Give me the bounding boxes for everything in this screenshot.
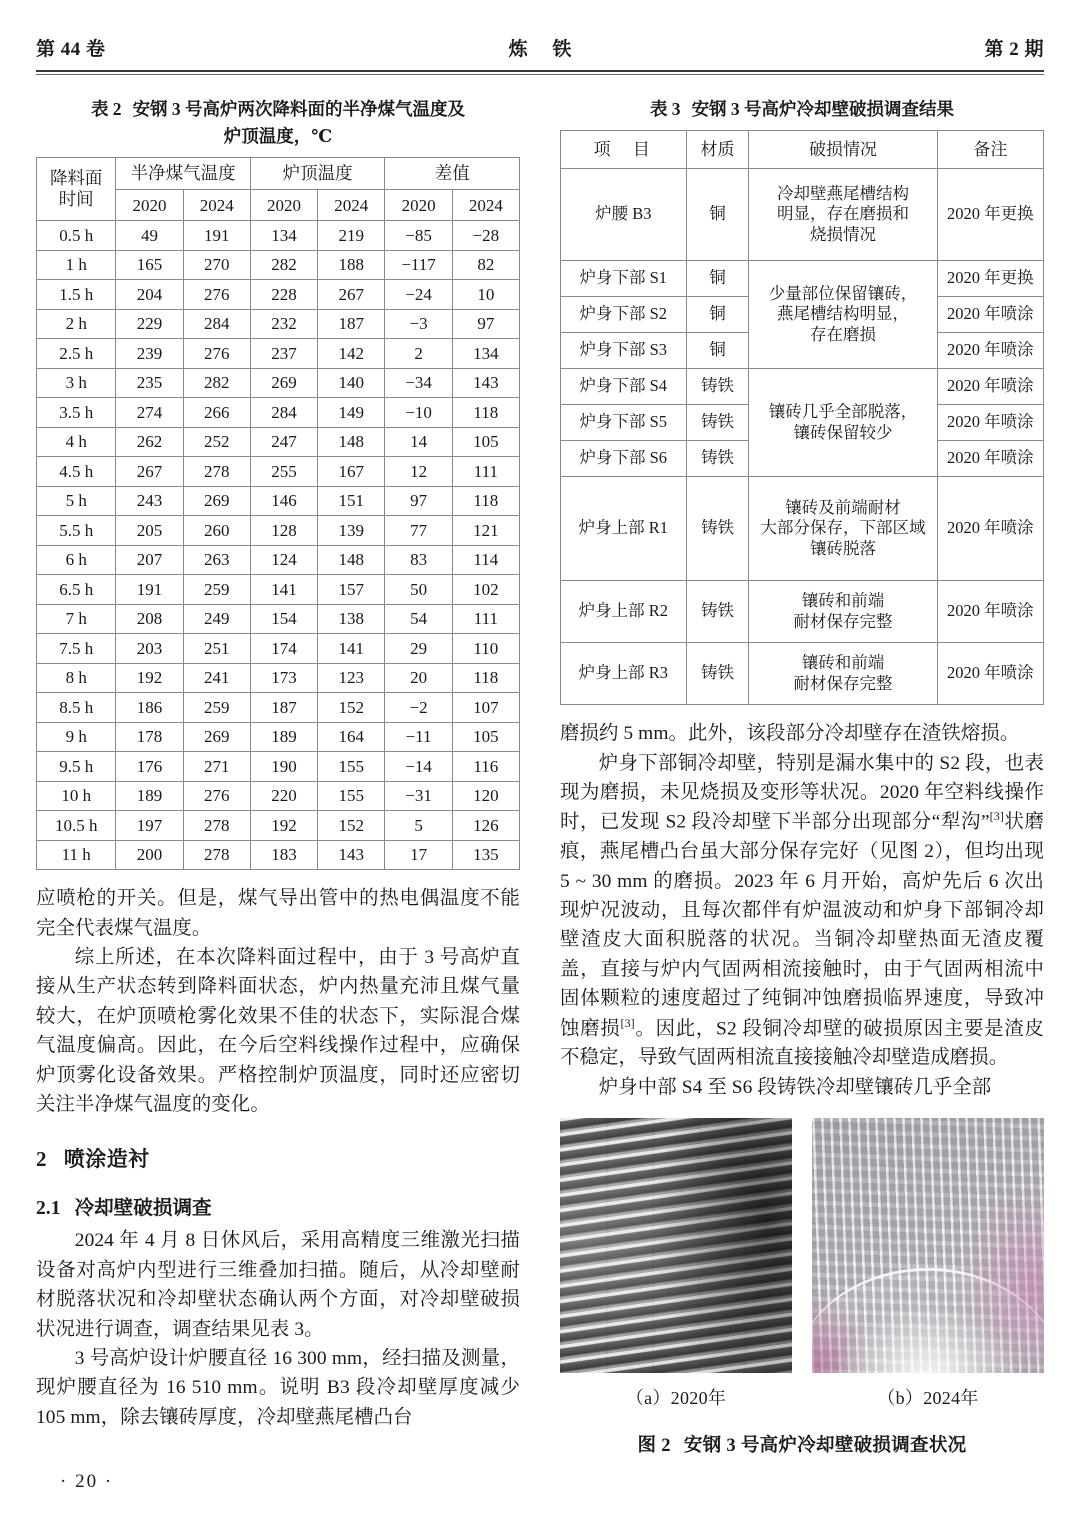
running-head-issue: 第 2 期: [984, 39, 1044, 60]
table2-cell-value: 219: [318, 221, 385, 251]
table2-cell-value: 269: [183, 722, 250, 752]
table2-cell-value: 126: [452, 811, 519, 841]
table2-cell-value: −85: [385, 221, 452, 251]
table2-cell-value: 140: [318, 368, 385, 398]
stave-photo-2020-image: [560, 1118, 792, 1373]
table2-cell-value: −31: [385, 781, 452, 811]
table2-cell-value: 191: [116, 575, 183, 605]
table2-cell-time: 3 h: [37, 368, 116, 398]
table2-cell-time: 9 h: [37, 722, 116, 752]
table2-cell-value: 118: [452, 398, 519, 428]
table-row: [561, 477, 1044, 581]
table2-cell-value: 49: [116, 221, 183, 251]
table2-caption-line1: 安钢 3 号高炉两次降料面的半净煤气温度及: [132, 99, 466, 119]
table2-header-difference: 差值: [385, 158, 520, 190]
table3-cell-material: 铜: [686, 261, 749, 297]
table2-cell-value: 50: [385, 575, 452, 605]
table2-cell-value: 148: [318, 545, 385, 575]
table2-cell-value: 105: [452, 722, 519, 752]
subsection-heading-2-1: [36, 1191, 520, 1220]
table2-cell-value: 114: [452, 545, 519, 575]
table2-cell-value: 82: [452, 250, 519, 280]
table2-cell-value: 278: [183, 840, 250, 870]
table2-cell-value: 14: [385, 427, 452, 457]
table-row: [37, 457, 520, 487]
table3-cell-note: 2020 年喷涂: [937, 369, 1043, 405]
table2-cell-value: 97: [452, 309, 519, 339]
table2-cell-value: −24: [385, 280, 452, 310]
left-paragraph-3: 2024 年 4 月 8 日休风后，采用高精度三维激光扫描设备对高炉内型进行三维叠加扫描。随后，从冷却壁耐材脱落状况和冷却壁状态确认两个方面，对冷却壁破损状况进行调查，调查结果见表 3。: [36, 1230, 520, 1340]
table2-cell-value: −28: [452, 221, 519, 251]
table2-caption-number: 表 2: [90, 99, 122, 119]
table2-cell-value: 189: [116, 781, 183, 811]
table2-cell-value: 276: [183, 280, 250, 310]
table3-cell-damage: [749, 369, 937, 477]
table2-cell-time: 10.5 h: [37, 811, 116, 841]
table2-cell-value: 191: [183, 221, 250, 251]
table2-cell-value: 97: [385, 486, 452, 516]
table2-cell-value: 204: [116, 280, 183, 310]
table2-cell-value: 249: [183, 604, 250, 634]
table2-cell-value: 151: [318, 486, 385, 516]
table2-cell-value: 83: [385, 545, 452, 575]
table2-cell-value: 124: [250, 545, 317, 575]
figure-2-caption-number: 图 2: [637, 1436, 671, 1457]
right-paragraph-2: [560, 749, 1044, 1073]
table2-header-year-4: 2024: [318, 190, 385, 221]
table3-damage-line: 耐材保存完整: [793, 611, 893, 631]
table3-cell-material: 铸铁: [686, 369, 749, 405]
table2-cell-value: 278: [183, 457, 250, 487]
table2-cell-value: 135: [452, 840, 519, 870]
table2-cell-value: 186: [116, 693, 183, 723]
table2-cell-value: 239: [116, 339, 183, 369]
table3-damage-line: 镶砖和前端: [801, 653, 885, 673]
table-row: [37, 221, 520, 251]
table3-cell-damage: [749, 169, 937, 261]
table-row: [37, 339, 520, 369]
table2-cell-value: −10: [385, 398, 452, 428]
table2-cell-value: 20: [385, 663, 452, 693]
table2-cell-time: 8 h: [37, 663, 116, 693]
table3-header-item: 项 目: [561, 131, 687, 169]
table2-caption: [36, 96, 520, 150]
subsection-heading-2-1-number: 2.1: [36, 1198, 61, 1220]
table2-cell-value: 270: [183, 250, 250, 280]
table2-cell-value: 190: [250, 752, 317, 782]
table2-cell-value: 203: [116, 634, 183, 664]
table3-cell-item: 炉身下部 S5: [561, 405, 687, 441]
table2-cell-value: 17: [385, 840, 452, 870]
section-heading-2-title: 喷涂造衬: [63, 1147, 150, 1172]
right-column: [560, 96, 1044, 1457]
table2-cell-value: 111: [452, 604, 519, 634]
table3-cell-note: 2020 年喷涂: [937, 405, 1043, 441]
table2-cell-value: 141: [250, 575, 317, 605]
table-row: [37, 604, 520, 634]
table2-cell-value: 187: [318, 309, 385, 339]
right-paragraph-2-part-c: 。因此，S2 段铜冷却壁的破损原因主要是渣皮不稳定，导致气固两相流直接接触冷却壁造成磨损。: [560, 1017, 1044, 1069]
table3-cell-item: 炉身下部 S4: [561, 369, 687, 405]
stave-photo-2024-image: [812, 1118, 1044, 1373]
table3-header-damage: 破损情况: [749, 131, 937, 169]
table3-cell-note: 2020 年喷涂: [937, 581, 1043, 643]
table2-cell-value: 176: [116, 752, 183, 782]
table-row: [37, 309, 520, 339]
table-row: [37, 368, 520, 398]
table2-cell-value: −11: [385, 722, 452, 752]
table-row: [37, 634, 520, 664]
table2-cell-value: 120: [452, 781, 519, 811]
table3-cell-note: 2020 年更换: [937, 261, 1043, 297]
table2-body: [37, 158, 520, 870]
table3-damage-line: 镶砖及前端耐材: [785, 497, 901, 517]
table3-cell-item: 炉腰 B3: [561, 169, 687, 261]
table2-cell-value: 207: [116, 545, 183, 575]
table3-damage-line: 明显，存在磨损和: [777, 204, 910, 224]
section-heading-2-number: 2: [36, 1147, 47, 1172]
table2-cell-value: 189: [250, 722, 317, 752]
table2-cell-value: 54: [385, 604, 452, 634]
table2-cell-value: 173: [250, 663, 317, 693]
table3-damage-line: 存在磨损: [810, 324, 877, 344]
table2-cell-value: 187: [250, 693, 317, 723]
table3-cell-item: 炉身上部 R2: [561, 581, 687, 643]
table-3-stave-damage-survey: [560, 130, 1044, 705]
table3-damage-line: 镶砖保留较少: [793, 422, 893, 442]
table-row: [37, 516, 520, 546]
figure-2-subfigure-a: [560, 1118, 792, 1410]
table2-cell-value: 118: [452, 486, 519, 516]
left-paragraph-4: 3 号高炉设计炉腰直径 16 300 mm，经扫描及测量，现炉腰直径为 16 510 mm。说明 B3 段冷却壁厚度减少105 mm，除去镶砖厚度，冷却壁燕尾槽凸台: [36, 1347, 520, 1428]
table2-cell-value: 284: [183, 309, 250, 339]
table2-cell-value: 121: [452, 516, 519, 546]
table2-cell-value: 139: [318, 516, 385, 546]
table3-damage-line: 少量部位保留镶砖，: [768, 283, 918, 303]
figure-2-caption: [560, 1431, 1044, 1457]
right-paragraph-2-part-a: 炉身下部铜冷却壁，特别是漏水集中的 S2 段，也表现为磨损，未见烧损及变形等状况。2020 年空料线操作时，已发现 S2 段冷却壁下半部分出现部分“犁沟”: [560, 752, 1044, 833]
table2-header-time: [37, 158, 116, 221]
table3-body: [561, 131, 1044, 705]
table2-header-row-1: [37, 158, 520, 190]
table2-cell-time: 7.5 h: [37, 634, 116, 664]
table2-cell-time: 2.5 h: [37, 339, 116, 369]
table2-cell-value: 105: [452, 427, 519, 457]
table3-cell-note: 2020 年喷涂: [937, 643, 1043, 705]
table2-cell-time: 2 h: [37, 309, 116, 339]
table-row: [561, 261, 1044, 297]
table2-cell-value: 251: [183, 634, 250, 664]
table3-header-note: 备注: [937, 131, 1043, 169]
table2-cell-value: −14: [385, 752, 452, 782]
running-head-journal: 炼 铁: [508, 39, 582, 60]
table3-caption-text: 安钢 3 号高炉冷却壁破损调查结果: [691, 99, 955, 119]
table-row: [37, 722, 520, 752]
table2-cell-value: 235: [116, 368, 183, 398]
table2-cell-time: 5 h: [37, 486, 116, 516]
figure-2-caption-text: 安钢 3 号高炉冷却壁破损调查状况: [683, 1436, 967, 1457]
table-row: [37, 693, 520, 723]
table2-cell-time: 7 h: [37, 604, 116, 634]
table3-damage-line: 镶砖脱落: [810, 538, 877, 558]
table3-cell-material: 铸铁: [686, 581, 749, 643]
table3-cell-item: 炉身下部 S1: [561, 261, 687, 297]
table2-cell-value: −34: [385, 368, 452, 398]
table-row: [37, 280, 520, 310]
table2-cell-time: 6 h: [37, 545, 116, 575]
table2-cell-value: 260: [183, 516, 250, 546]
left-paragraph-1: 应喷枪的开关。但是，煤气导出管中的热电偶温度不能完全代表煤气温度。: [36, 888, 520, 939]
table3-cell-item: 炉身下部 S3: [561, 333, 687, 369]
table2-cell-value: 12: [385, 457, 452, 487]
table2-cell-value: −3: [385, 309, 452, 339]
running-head: [36, 34, 1044, 61]
table2-cell-value: 232: [250, 309, 317, 339]
table2-cell-value: 5: [385, 811, 452, 841]
table2-cell-value: 152: [318, 693, 385, 723]
table2-cell-value: 143: [318, 840, 385, 870]
table3-damage-line: 大部分保存，下部区域: [760, 518, 926, 538]
table3-caption: [560, 96, 1044, 123]
table2-cell-value: 155: [318, 781, 385, 811]
table2-cell-value: 102: [452, 575, 519, 605]
table2-cell-value: 284: [250, 398, 317, 428]
table3-cell-material: 铸铁: [686, 643, 749, 705]
table2-cell-value: 118: [452, 663, 519, 693]
table2-cell-value: 259: [183, 575, 250, 605]
table3-cell-note: 2020 年喷涂: [937, 297, 1043, 333]
table2-cell-time: 10 h: [37, 781, 116, 811]
table2-cell-time: 6.5 h: [37, 575, 116, 605]
table2-cell-value: 178: [116, 722, 183, 752]
table3-header-row: [561, 131, 1044, 169]
table2-cell-value: 263: [183, 545, 250, 575]
table3-damage-line: 镶砖和前端: [801, 591, 885, 611]
table3-caption-number: 表 3: [649, 99, 681, 119]
table-row: [37, 781, 520, 811]
table3-cell-material: 铜: [686, 169, 749, 261]
table2-cell-value: 116: [452, 752, 519, 782]
table2-header-year-3: 2020: [250, 190, 317, 221]
table2-cell-time: 9.5 h: [37, 752, 116, 782]
table-row: [37, 486, 520, 516]
table-row: [37, 250, 520, 280]
table3-cell-damage: [749, 643, 937, 705]
table2-cell-value: 107: [452, 693, 519, 723]
table2-cell-value: −117: [385, 250, 452, 280]
table2-cell-value: 276: [183, 339, 250, 369]
figure-2-subfigure-b: [812, 1118, 1044, 1410]
table2-cell-value: 282: [183, 368, 250, 398]
citation-ref-3b: [3]: [620, 1015, 635, 1030]
table3-cell-material: 铸铁: [686, 441, 749, 477]
table2-cell-value: 146: [250, 486, 317, 516]
table3-damage-line: 冷却壁燕尾槽结构: [777, 183, 910, 203]
table2-header-year-5: 2020: [385, 190, 452, 221]
table2-cell-value: 77: [385, 516, 452, 546]
table2-cell-value: 183: [250, 840, 317, 870]
table2-cell-value: 188: [318, 250, 385, 280]
table2-cell-value: 152: [318, 811, 385, 841]
table2-cell-time: 8.5 h: [37, 693, 116, 723]
table2-cell-value: 192: [250, 811, 317, 841]
table2-cell-time: 1 h: [37, 250, 116, 280]
table2-header-time-line1: 降料面: [49, 167, 103, 188]
table2-cell-time: 4.5 h: [37, 457, 116, 487]
table3-damage-line: 耐材保存完整: [793, 673, 893, 693]
table3-cell-damage: [749, 477, 937, 581]
table2-cell-time: 3.5 h: [37, 398, 116, 428]
subsection-heading-2-1-title: 冷却壁破损调查: [74, 1198, 212, 1220]
table2-cell-value: 2: [385, 339, 452, 369]
table2-cell-value: 200: [116, 840, 183, 870]
table2-caption-line2: 炉顶温度，℃: [223, 126, 333, 147]
table2-cell-value: 243: [116, 486, 183, 516]
table3-damage-line: 烧损情况: [810, 224, 877, 244]
table3-cell-material: 铜: [686, 297, 749, 333]
table2-cell-value: 142: [318, 339, 385, 369]
table3-cell-damage: [749, 261, 937, 369]
table2-cell-value: 247: [250, 427, 317, 457]
table2-cell-value: 157: [318, 575, 385, 605]
table2-header-top-temp: 炉顶温度: [250, 158, 385, 190]
table2-cell-value: 205: [116, 516, 183, 546]
table2-cell-value: 165: [116, 250, 183, 280]
table-row: [37, 840, 520, 870]
table2-header-semiclean-gas: 半净煤气温度: [116, 158, 251, 190]
table-row: [37, 663, 520, 693]
right-paragraph-1: 磨损约 5 mm。此外，该段部分冷却壁存在渣铁熔损。: [560, 723, 1020, 745]
table2-cell-value: 148: [318, 427, 385, 457]
table-row: [37, 752, 520, 782]
table2-cell-value: 174: [250, 634, 317, 664]
table3-cell-material: 铸铁: [686, 405, 749, 441]
table2-cell-value: 110: [452, 634, 519, 664]
figure-2-sublabel-a: （a）2020年: [625, 1388, 727, 1409]
table2-cell-value: 143: [452, 368, 519, 398]
right-paragraph-3: 炉身中部 S4 至 S6 段铸铁冷却壁镶砖几乎全部: [598, 1076, 992, 1098]
table-row: [561, 369, 1044, 405]
table3-cell-note: 2020 年喷涂: [937, 477, 1043, 581]
left-column: [36, 96, 520, 1432]
citation-ref-3a: [3]: [989, 809, 1004, 824]
table-row: [561, 169, 1044, 261]
table-row: [561, 643, 1044, 705]
table2-header-time-line2: 时间: [58, 189, 94, 210]
table2-header-year-6: 2024: [452, 190, 519, 221]
table2-cell-value: 10: [452, 280, 519, 310]
table2-cell-value: 274: [116, 398, 183, 428]
table2-cell-value: 237: [250, 339, 317, 369]
table2-cell-value: 138: [318, 604, 385, 634]
header-rule: [36, 70, 1044, 75]
table3-header-material: 材质: [686, 131, 749, 169]
table2-header-year-1: 2020: [116, 190, 183, 221]
page-number: · 20 ·: [60, 1471, 114, 1492]
table2-cell-value: 134: [452, 339, 519, 369]
table3-cell-note: 2020 年更换: [937, 169, 1043, 261]
table2-cell-value: 111: [452, 457, 519, 487]
table2-cell-value: 134: [250, 221, 317, 251]
table2-cell-value: 155: [318, 752, 385, 782]
table2-cell-value: 282: [250, 250, 317, 280]
table3-damage-line: 燕尾槽结构明显，: [777, 304, 910, 324]
table2-cell-value: 278: [183, 811, 250, 841]
table2-cell-value: 128: [250, 516, 317, 546]
table-row: [37, 545, 520, 575]
table3-cell-item: 炉身上部 R3: [561, 643, 687, 705]
table2-cell-value: 141: [318, 634, 385, 664]
table3-cell-material: 铸铁: [686, 477, 749, 581]
table3-cell-material: 铜: [686, 333, 749, 369]
table-row: [37, 811, 520, 841]
table2-cell-value: 262: [116, 427, 183, 457]
right-paragraph-2-part-b: 状磨痕，燕尾槽凸台虽大部分保存完好（见图 2），但均出现 5 ~ 30 mm 的磨损。2023 年 6 月开始，高炉先后 6 次出现炉况波动，且每次都伴有炉温波动和炉身下部铜冷却壁渣皮大面积脱落的状况。当铜冷却壁热面无渣皮覆盖，直接与炉内气固两相流接触时，由于气固两相流中固体颗粒的速度超过了纯铜冲蚀磨损临界速度，导致冲蚀磨损: [560, 811, 1044, 1039]
table3-damage-line: 镶砖几乎全部脱落，: [768, 402, 918, 422]
table2-cell-value: 229: [116, 309, 183, 339]
table3-cell-note: 2020 年喷涂: [937, 441, 1043, 477]
table3-cell-item: 炉身上部 R1: [561, 477, 687, 581]
table2-cell-value: 271: [183, 752, 250, 782]
figure-2-photo-row: [560, 1118, 1044, 1410]
table2-cell-value: 208: [116, 604, 183, 634]
table2-cell-value: 29: [385, 634, 452, 664]
figure-2-sublabel-b: （b）2024年: [877, 1388, 979, 1409]
table2-cell-value: 267: [318, 280, 385, 310]
table2-cell-value: 252: [183, 427, 250, 457]
table2-cell-value: 276: [183, 781, 250, 811]
table2-cell-time: 4 h: [37, 427, 116, 457]
table2-cell-time: 0.5 h: [37, 221, 116, 251]
table-row: [561, 581, 1044, 643]
table2-cell-value: 228: [250, 280, 317, 310]
table-2-gas-temperatures: [36, 157, 520, 870]
figure-2: [560, 1118, 1044, 1457]
table2-cell-value: 154: [250, 604, 317, 634]
table2-cell-time: 5.5 h: [37, 516, 116, 546]
table2-cell-value: 164: [318, 722, 385, 752]
table2-cell-value: 123: [318, 663, 385, 693]
table3-cell-item: 炉身下部 S2: [561, 297, 687, 333]
table2-cell-value: 266: [183, 398, 250, 428]
table2-cell-value: 255: [250, 457, 317, 487]
table2-cell-value: 269: [250, 368, 317, 398]
table2-cell-value: 259: [183, 693, 250, 723]
table2-cell-value: 192: [116, 663, 183, 693]
section-heading-2: [36, 1143, 520, 1173]
table3-cell-note: 2020 年喷涂: [937, 333, 1043, 369]
table-row: [37, 575, 520, 605]
table2-cell-value: 267: [116, 457, 183, 487]
table2-cell-value: 149: [318, 398, 385, 428]
table2-cell-value: −2: [385, 693, 452, 723]
table2-cell-value: 269: [183, 486, 250, 516]
running-head-volume: 第 44 卷: [36, 39, 106, 60]
table-row: [37, 398, 520, 428]
left-paragraph-2: 综上所述，在本次降料面过程中，由于 3 号高炉直接从生产状态转到降料面状态，炉内热量充沛且煤气量较大，在炉顶喷枪雾化效果不佳的状态下，实际混合煤气温度偏高。因此，在今后空料线操作过程中，应确保炉顶雾化设备效果。严格控制炉顶温度，同时还应密切关注半净煤气温度的变化。: [36, 947, 520, 1115]
table2-cell-value: 241: [183, 663, 250, 693]
table2-cell-time: 1.5 h: [37, 280, 116, 310]
table-row: [37, 427, 520, 457]
table2-header-year-2: 2024: [183, 190, 250, 221]
table3-cell-damage: [749, 581, 937, 643]
table2-cell-value: 167: [318, 457, 385, 487]
table3-cell-item: 炉身下部 S6: [561, 441, 687, 477]
table2-cell-time: 11 h: [37, 840, 116, 870]
table2-cell-value: 220: [250, 781, 317, 811]
table2-cell-value: 197: [116, 811, 183, 841]
